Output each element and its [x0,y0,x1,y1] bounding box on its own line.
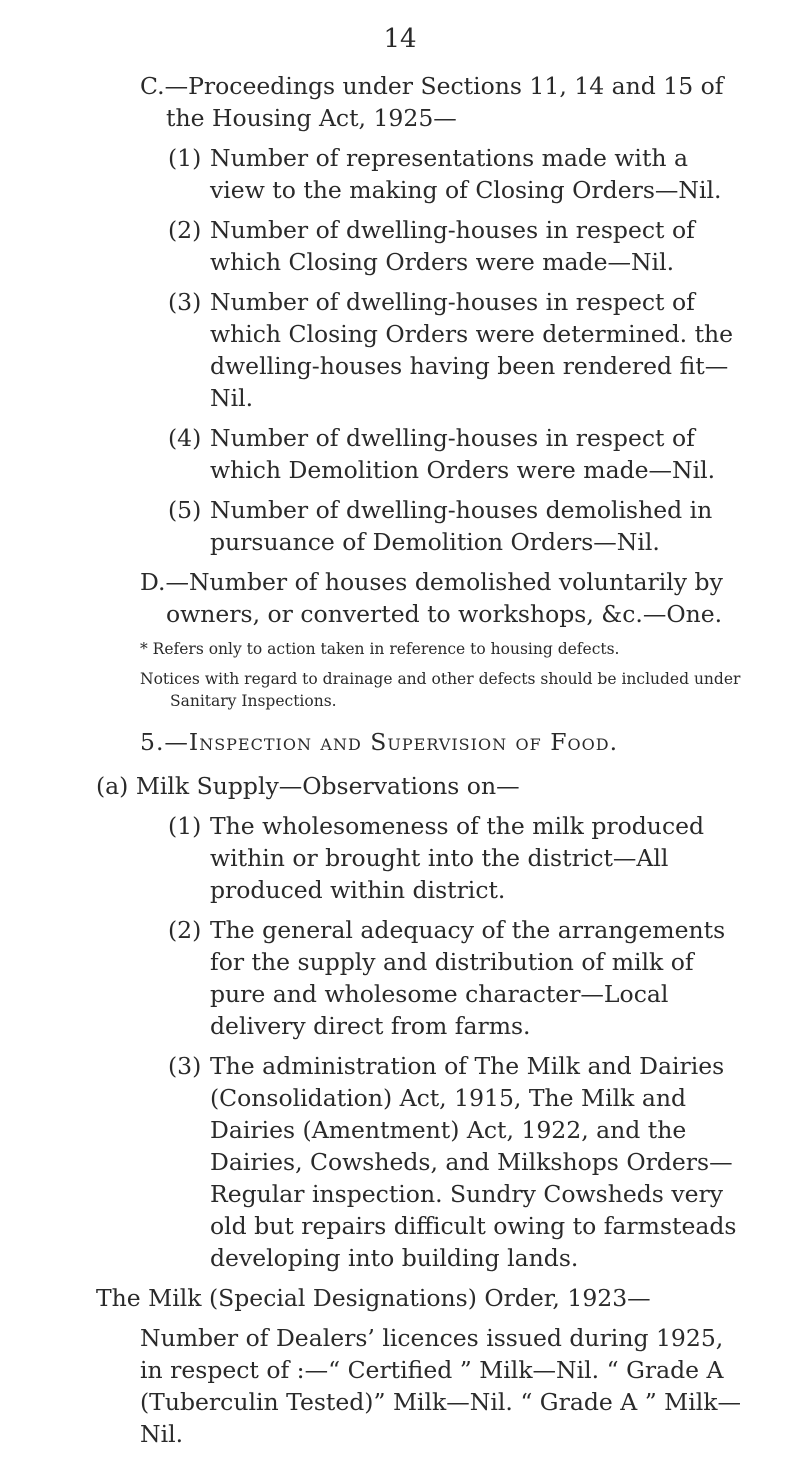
item-number: (3) [168,1052,202,1080]
item-number: (1) [168,144,202,172]
item-number: (4) [168,424,202,452]
section-c-item-3 [168,286,750,414]
milk-supply-list [168,810,750,1274]
item-text: Number of dwelling-houses in respect of which Closing Orders were determined. the dwelling-houses having been rendered fit—Nil. [210,288,734,412]
section-5-heading: 5.—Inspection and Supervision of Food. [140,728,619,756]
item-number: (3) [168,288,202,316]
item-number: (2) [168,216,202,244]
item-text: Number of dwelling-houses in respect of which Demolition Orders were made—Nil. [210,424,716,484]
item-text: Number of dwelling-houses demolished in pursuance of Demolition Orders—Nil. [210,496,713,556]
item-text: The general adequacy of the arrangements for the supply and distribution of milk of pure and wholesome character—Local delivery direct from farms. [210,916,726,1040]
footnote-notices: Notices with regard to drainage and other defects should be included under Sanitary Inspections. [140,670,741,710]
section-c-item-4 [168,422,750,486]
footnote-housing: * Refers only to action taken in reference to housing defects. [140,640,620,658]
section-c-heading: C.—Proceedings under Sections 11, 14 and 15 of the Housing Act, 1925— [140,72,724,132]
section-c-item-1 [168,142,750,206]
milk-supply-heading: (a) Milk Supply—Observations on— [96,772,520,800]
item-number: (5) [168,496,202,524]
special-designations-heading: The Milk (Special Designations) Order, 1923— [96,1284,651,1312]
item-text: Number of representations made with a view to the making of Closing Orders—Nil. [210,144,722,204]
item-text: Number of dwelling-houses in respect of which Closing Orders were made—Nil. [210,216,695,276]
section-c-list [168,142,750,558]
milk-supply-item-2 [168,914,750,1042]
page-number: 14 [383,24,417,54]
section-c-item-5 [168,494,750,558]
item-text: The wholesomeness of the milk produced within or brought into the district—All produced within district. [210,812,705,904]
item-number: (1) [168,812,202,840]
special-designations-text: Number of Dealers’ licences issued during 1925, in respect of :—“ Certified ” Milk—Nil. “ Grade A (Tuberculin Tested)” Milk—Nil. “ Grade A ” Milk—Nil. [140,1324,742,1448]
section-d: D.—Number of houses demolished voluntarily by owners, or converted to workshops, &c.—One. [140,568,723,628]
section-c-item-2 [168,214,750,278]
milk-supply-item-3 [168,1050,750,1274]
page-content [96,70,750,1458]
milk-supply-item-1 [168,810,750,906]
item-text: The administration of The Milk and Dairies (Consolidation) Act, 1915, The Milk and Dairies (Amentment) Act, 1922, and the Dairies, Cowsheds, and Milkshops Orders—Regular inspection. Sundry Cowsheds very old but repairs difficult owing to farmsteads developing into building lands. [210,1052,737,1272]
item-number: (2) [168,916,202,944]
